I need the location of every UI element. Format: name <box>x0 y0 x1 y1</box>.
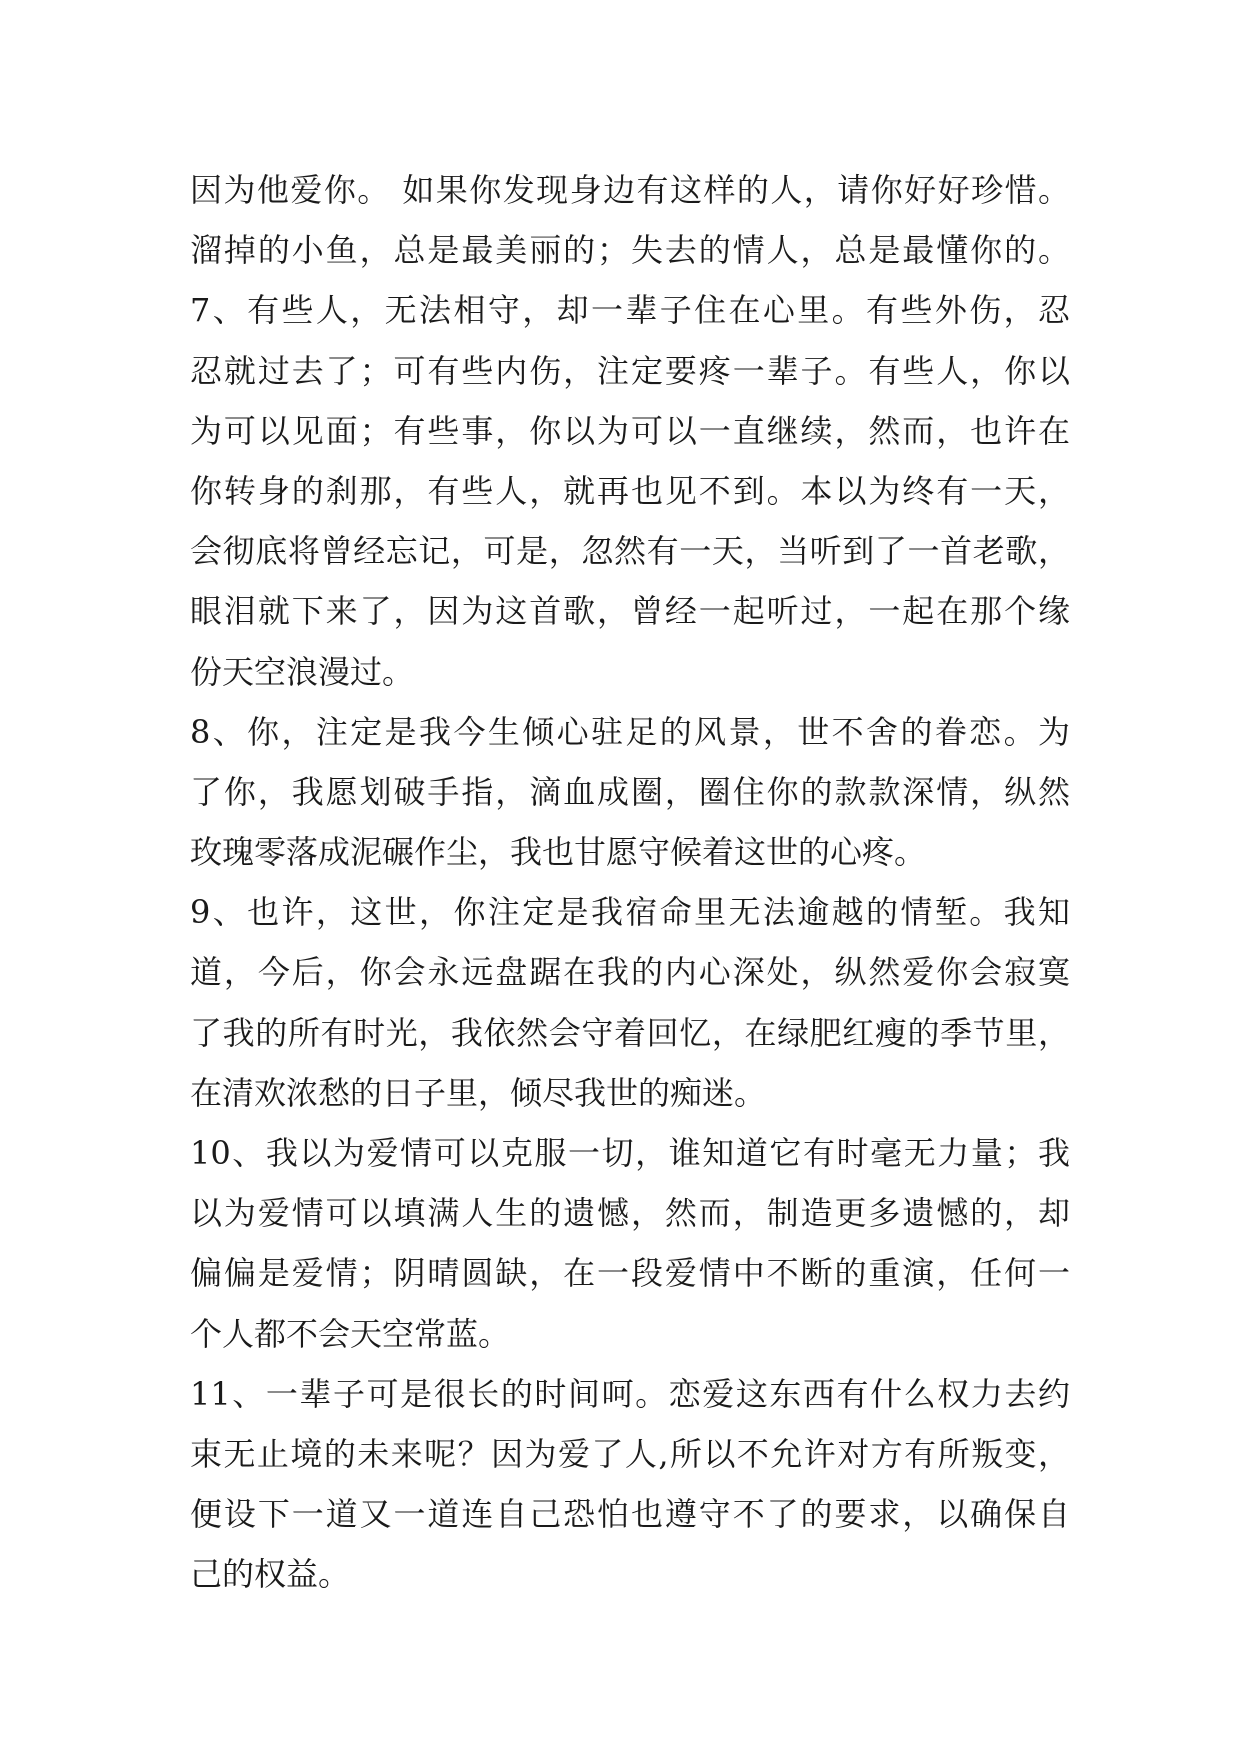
text-line: 便设下一道又一道连自己恐怕也遵守不了的要求，以确保自 <box>190 1495 1070 1534</box>
text-line: 玫瑰零落成泥碾作尘，我也甘愿守候着这世的心疼。 <box>190 833 927 872</box>
text-line: 在清欢浓愁的日子里，倾尽我世的痴迷。 <box>190 1073 767 1112</box>
text-line: 份天空浪漫过。 <box>190 652 415 691</box>
text-line: 偏偏是爱情；阴晴圆缺，在一段爱情中不断的重演，任何一 <box>190 1254 1070 1293</box>
body-text <box>190 160 1070 1605</box>
text-line: 为可以见面；有些事，你以为可以一直继续，然而，也许在 <box>190 411 1070 450</box>
text-line: 因为他爱你。 如果你发现身边有这样的人，请你好好珍惜。 <box>190 171 1070 209</box>
text-line: 10、我以为爱情可以克服一切，谁知道它有时毫无力量；我 <box>190 1134 1070 1172</box>
text-line: 束无止境的未来呢？因为爱了人,所以不允许对方有所叛变， <box>190 1434 1070 1473</box>
text-line: 11、一辈子可是很长的时间呵。恋爱这东西有什么权力去约 <box>190 1374 1070 1413</box>
text-line: 会彻底将曾经忘记，可是，忽然有一天，当听到了一首老歌， <box>190 532 1070 571</box>
text-line: 个人都不会天空常蓝。 <box>190 1314 511 1353</box>
text-line: 道，今后，你会永远盘踞在我的内心深处，纵然爱你会寂寞 <box>190 953 1070 992</box>
text-line: 7、有些人，无法相守，却一辈子住在心里。有些外伤，忍 <box>190 291 1070 330</box>
text-line: 以为爱情可以填满人生的遗憾，然而，制造更多遗憾的，却 <box>190 1194 1070 1233</box>
text-line: 己的权益。 <box>190 1555 351 1594</box>
text-line: 溜掉的小鱼，总是最美丽的；失去的情人，总是最懂你的。 <box>190 231 1070 270</box>
text-line: 9、也许，这世，你注定是我宿命里无法逾越的情堑。我知 <box>190 893 1070 932</box>
text-line: 忍就过去了；可有些内伤，注定要疼一辈子。有些人，你以 <box>190 351 1070 390</box>
text-line: 了我的所有时光，我依然会守着回忆，在绿肥红瘦的季节里， <box>190 1013 1070 1052</box>
text-line: 眼泪就下来了，因为这首歌，曾经一起听过，一起在那个缘 <box>190 592 1070 631</box>
text-line: 你转身的刹那，有些人，就再也见不到。本以为终有一天， <box>190 471 1070 510</box>
text-line: 8、你，注定是我今生倾心驻足的风景，世不舍的眷恋。为 <box>190 712 1070 751</box>
text-line: 了你，我愿划破手指，滴血成圈，圈住你的款款深情，纵然 <box>190 772 1070 811</box>
